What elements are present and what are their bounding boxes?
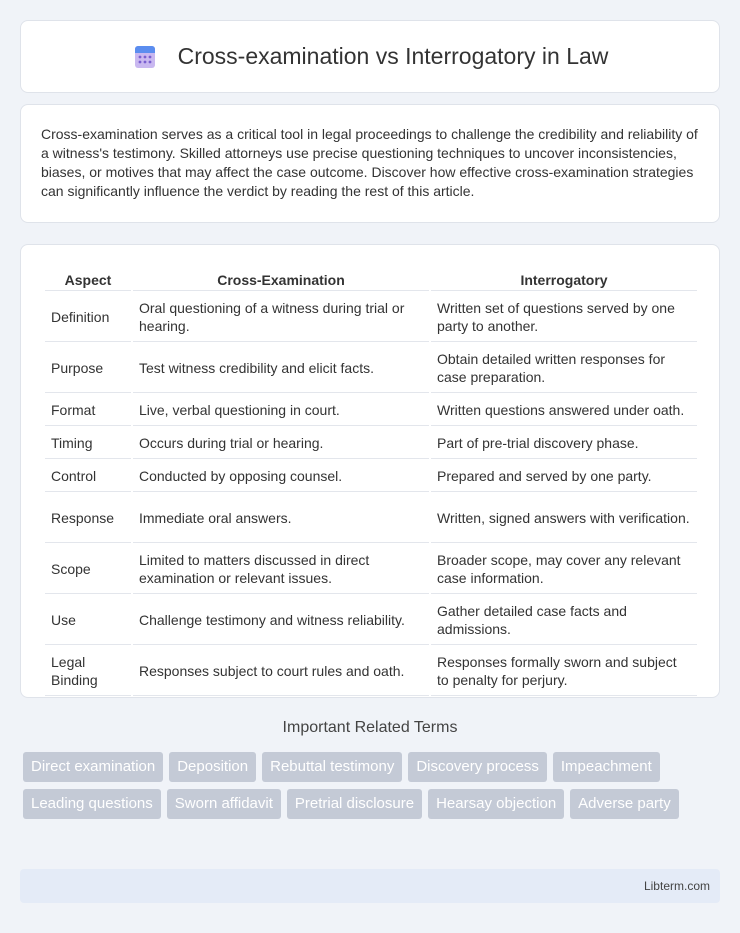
cell-cross-examination: Challenge testimony and witness reliability. (133, 596, 429, 645)
calculator-icon (132, 44, 158, 70)
comparison-card (20, 244, 720, 698)
cell-cross-examination: Live, verbal questioning in court. (133, 395, 429, 426)
cell-cross-examination: Conducted by opposing counsel. (133, 461, 429, 492)
cell-aspect: Response (45, 494, 131, 543)
cell-interrogatory: Broader scope, may cover any relevant case information. (431, 545, 697, 594)
cell-cross-examination: Immediate oral answers. (133, 494, 429, 543)
table-row (45, 461, 697, 492)
cell-aspect: Scope (45, 545, 131, 594)
related-term-tag[interactable]: Impeachment (553, 752, 660, 782)
cell-cross-examination: Responses subject to court rules and oath. (133, 647, 429, 696)
header (132, 43, 609, 70)
footer (20, 869, 720, 903)
table-row (45, 494, 697, 543)
cell-interrogatory: Gather detailed case facts and admissions. (431, 596, 697, 645)
column-header-interrogatory: Interrogatory (431, 267, 697, 291)
column-header-cross-examination: Cross-Examination (133, 267, 429, 291)
related-terms-list (23, 752, 713, 826)
cell-cross-examination: Oral questioning of a witness during trial or hearing. (133, 293, 429, 342)
table-row (45, 596, 697, 645)
cell-cross-examination: Limited to matters discussed in direct examination or relevant issues. (133, 545, 429, 594)
related-term-tag[interactable]: Direct examination (23, 752, 163, 782)
column-header-aspect: Aspect (45, 267, 131, 291)
footer-site-link[interactable]: Libterm.com (643, 879, 710, 893)
related-term-tag[interactable]: Discovery process (408, 752, 547, 782)
table-row (45, 428, 697, 459)
related-term-tag[interactable]: Leading questions (23, 789, 161, 819)
cell-aspect: Format (45, 395, 131, 426)
cell-aspect: Use (45, 596, 131, 645)
table-row (45, 293, 697, 342)
cell-interrogatory: Written questions answered under oath. (431, 395, 697, 426)
related-term-tag[interactable]: Hearsay objection (428, 789, 564, 819)
table-row (45, 647, 697, 696)
related-terms-title: Important Related Terms (282, 719, 458, 736)
related-term-tag[interactable]: Adverse party (570, 789, 679, 819)
cell-interrogatory: Obtain detailed written responses for case preparation. (431, 344, 697, 393)
comparison-table (43, 265, 699, 698)
intro-text: Cross-examination serves as a critical tool in legal proceedings to challenge the credibility and reliability of a witness's testimony. Skilled attorneys use precise questioning techniques to uncover inconsistencies, biases, or motives that may affect the case outcome. Discover how effective cross-examination strategies can significantly influence the verdict by reading the rest of this article. (41, 126, 698, 199)
intro-card (20, 104, 720, 223)
table-row (45, 395, 697, 426)
cell-cross-examination: Test witness credibility and elicit facts. (133, 344, 429, 393)
related-term-tag[interactable]: Pretrial disclosure (287, 789, 422, 819)
table-row (45, 545, 697, 594)
cell-interrogatory: Written, signed answers with verification. (431, 494, 697, 543)
cell-aspect: Definition (45, 293, 131, 342)
related-term-tag[interactable]: Deposition (169, 752, 256, 782)
related-term-tag[interactable]: Sworn affidavit (167, 789, 281, 819)
related-term-tag[interactable]: Rebuttal testimony (262, 752, 402, 782)
table-header-row (45, 267, 697, 291)
page-title: Cross-examination vs Interrogatory in Law (177, 43, 609, 69)
cell-cross-examination: Occurs during trial or hearing. (133, 428, 429, 459)
cell-aspect: Purpose (45, 344, 131, 393)
table-row (45, 344, 697, 393)
cell-aspect: Control (45, 461, 131, 492)
header-card (20, 20, 720, 93)
cell-interrogatory: Part of pre-trial discovery phase. (431, 428, 697, 459)
cell-interrogatory: Responses formally sworn and subject to penalty for perjury. (431, 647, 697, 696)
cell-interrogatory: Written set of questions served by one party to another. (431, 293, 697, 342)
cell-aspect: Legal Binding (45, 647, 131, 696)
cell-aspect: Timing (45, 428, 131, 459)
cell-interrogatory: Prepared and served by one party. (431, 461, 697, 492)
